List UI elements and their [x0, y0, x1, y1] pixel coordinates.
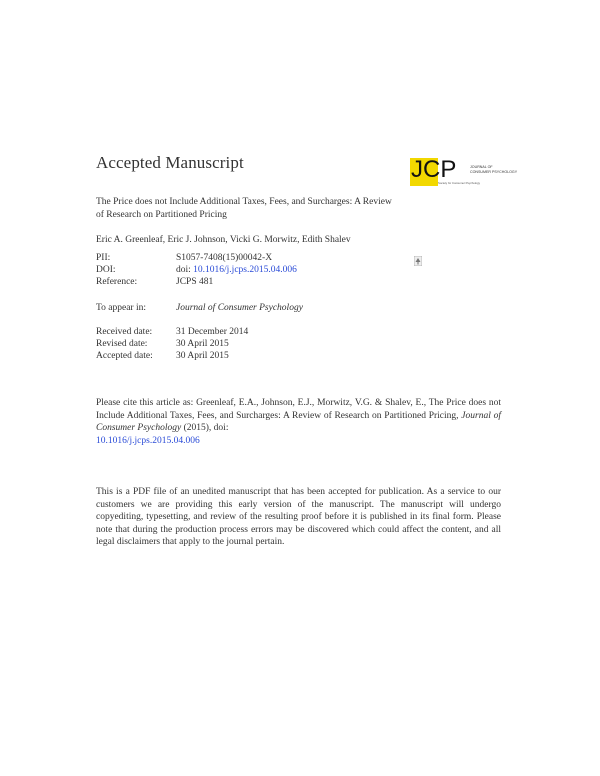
manuscript-notice: This is a PDF file of an unedited manuscript that has been accepted for publication. As a service to our customers we are providing this early version of the manuscript. The manuscript will undergo copyediting, typesetting, and review of the resulting proof before it is published in its final form. Please note that during the production process errors may be discovered which could affect the content, and all legal disclaimers that apply to the journal pertain. [96, 487, 501, 547]
logo-letters: JCP [411, 156, 457, 183]
citation-text-2: (2015), doi: [181, 423, 229, 433]
citation-doi-link[interactable]: 10.1016/j.jcps.2015.04.006 [96, 435, 200, 446]
received-value: 31 December 2014 [176, 327, 249, 337]
pii-value: S1057-7408(15)00042-X [176, 253, 273, 263]
doi-label: DOI: [96, 265, 116, 275]
reference-value: JCPS 481 [176, 277, 214, 287]
logo-tagline-3: Society for Consumer Psychology [438, 181, 480, 185]
pii-label: PII: [96, 253, 111, 263]
doi-prefix: doi: [176, 265, 194, 275]
to-appear-row [96, 302, 303, 314]
metadata-block-journal [96, 302, 303, 314]
reference-label: Reference: [96, 277, 138, 287]
citation-paragraph [96, 397, 501, 447]
reference-row [96, 276, 297, 288]
doi-link[interactable]: 10.1016/j.jcps.2015.04.006 [193, 265, 297, 275]
elsevier-tree-icon [414, 253, 422, 263]
logo-tagline-2: CONSUMER PSYCHOLOGY [470, 170, 518, 174]
metadata-block-ids [96, 252, 297, 288]
article-authors: Eric A. Greenleaf, Eric J. Johnson, Vicki G. Morwitz, Edith Shalev [96, 235, 351, 245]
pii-row [96, 252, 297, 264]
accepted-label: Accepted date: [96, 351, 153, 361]
to-appear-label: To appear in: [96, 303, 146, 313]
accepted-row [96, 350, 248, 362]
doi-row [96, 264, 297, 276]
citation-text-1: Please cite this article as: Greenleaf, E.A., Johnson, E.J., Morwitz, V.G. & Shalev, E., The Price does not Include Additional Taxes, Fees, and Surcharges: A Review of Research on Partitioned Pricing, [96, 398, 501, 421]
accepted-value: 30 April 2015 [176, 351, 229, 361]
revised-value: 30 April 2015 [176, 339, 229, 349]
received-label: Received date: [96, 327, 153, 337]
citation-journal: Journal of Consumer Psychology [96, 410, 501, 433]
jcp-logo [410, 156, 518, 186]
accepted-manuscript-heading: Accepted Manuscript [96, 153, 244, 172]
revised-row [96, 338, 248, 350]
to-appear-value: Journal of Consumer Psychology [176, 303, 303, 313]
revised-label: Revised date: [96, 339, 148, 349]
metadata-block-dates [96, 326, 248, 362]
doi-value-wrap [176, 264, 297, 276]
received-row [96, 326, 248, 338]
logo-tagline-1: JOURNAL OF [470, 165, 493, 169]
article-title: The Price does not Include Additional Taxes, Fees, and Surcharges: A Review of Research on Partitioned Pricing [96, 197, 392, 220]
